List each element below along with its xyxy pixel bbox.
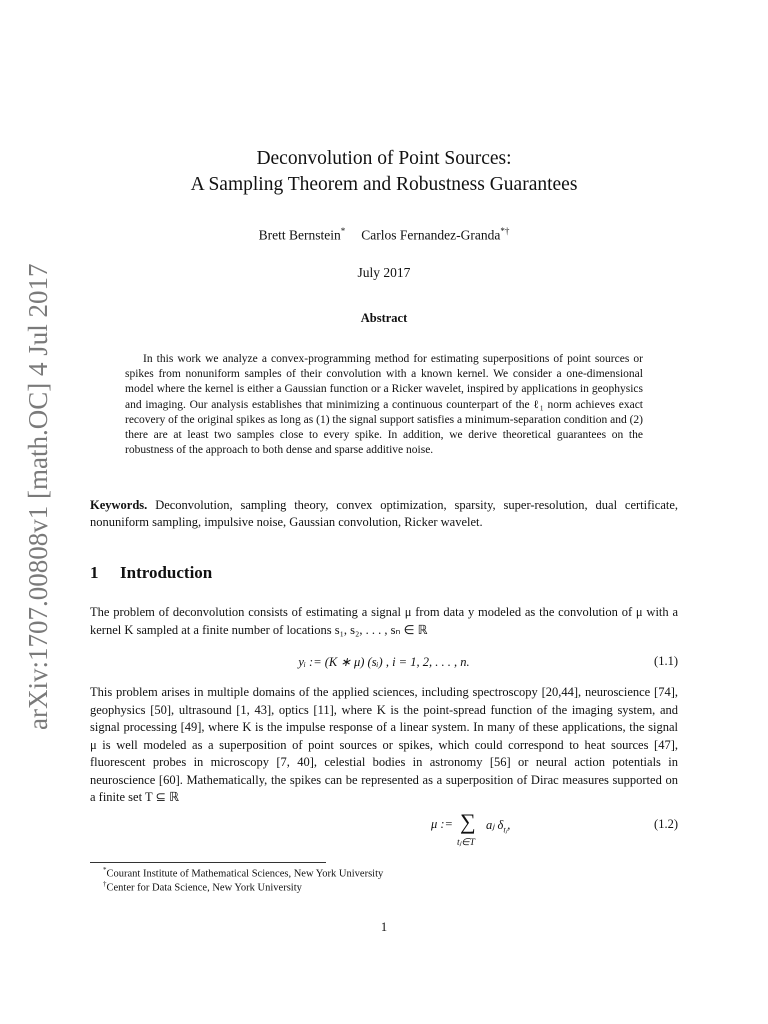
body-paragraph: This problem arises in multiple domains of the applied sciences, including spectroscopy [20,44], neuroscience [74], geophysics [50], ultrasound [1, 43], optics [11], where K is the point-spread function of the imaging system, and signal processing [49], where K is the impulse response of a linear system. In many of these applications, the signal μ is well modeled as a superposition of point sources or spikes, which could correspond to heat sources [47], fluorescent probes in microscopy [7, 40], celestial bodies in astronomy [56] or neural action potentials in neuroscience [60]. Mathematically, the spikes can be represented as a superposition of Dirac measures supported on a finite set T ⊆ ℝ (90, 685, 678, 804)
keywords-label: Keywords. (90, 498, 148, 512)
publication-date: July 2017 (357, 265, 411, 280)
equation-1-1 (90, 654, 678, 676)
footnote-rule (90, 862, 326, 863)
footnote-mark: † (103, 880, 107, 888)
term-tail: , (507, 818, 511, 832)
equation-term (486, 817, 510, 836)
author-affiliation-mark: * (340, 226, 346, 236)
title-line-1: Deconvolution of Point Sources: (256, 148, 512, 169)
abstract-heading: Abstract (360, 311, 408, 325)
author-affiliation-mark: *† (500, 226, 510, 236)
arxiv-identifier: arXiv:1707.00808v1 [math.OC] 4 Jul 2017 (23, 263, 53, 730)
equation-lhs: μ := (431, 817, 453, 831)
abstract-text: In this work we analyze a convex-programming method for estimating superpositions of point sources or spikes from nonuniform samples of their convolution with a known kernel. We consider a one-dimensional model where the kernel is either a Gaussian function or a Ricker wavelet, inspired by applications in geophysics and imaging. Our analysis establishes that minimizing a continuous counterpart of the ℓ₁ norm achieves exact recovery of the original spikes as long as (1) the signal support satisfies a minimum-separation condition and (2) there are at least two samples close to every spike. In addition, we derive theoretical guarantees on the robustness of the approach to both dense and sparse additive noise. (125, 353, 643, 457)
author-name: Carlos Fernandez-Granda (361, 227, 501, 243)
footnote-1 (103, 866, 383, 880)
section-number: 1 (90, 563, 99, 582)
summation-symbol: ∑ (460, 809, 476, 834)
equation-1-2 (90, 809, 678, 855)
title-line-2: A Sampling Theorem and Robustness Guarantees (190, 174, 578, 195)
section-heading (90, 563, 678, 583)
footnote-text: Courant Institute of Mathematical Sciences, New York University (106, 868, 384, 880)
equation-body: yᵢ := (K ∗ μ) (sᵢ) , i = 1, 2, . . . , n. (298, 655, 470, 669)
body-paragraph: The problem of deconvolution consists of estimating a signal μ from data y modeled as the convolution of μ with a kernel K sampled at a finite number of locations s₁, s₂, . . . , sₙ ∈ ℝ (90, 605, 678, 637)
author-name: Brett Bernstein (258, 227, 341, 243)
section-title: Introduction (120, 563, 213, 582)
footnote-2 (103, 880, 302, 894)
term-main: aⱼ δ (486, 818, 504, 832)
page-number: 1 (380, 920, 388, 934)
footnote-text: Center for Data Science, New York University (106, 882, 302, 894)
author-list (90, 226, 678, 244)
equation-number: (1.1) (654, 654, 678, 668)
paper-title (90, 146, 678, 198)
footnote-mark: * (103, 866, 107, 874)
summation-index: tⱼ∈T (457, 838, 475, 848)
keywords (90, 497, 678, 531)
keywords-text: Deconvolution, sampling theory, convex optimization, sparsity, super-resolution, dual certificate, nonuniform sampling, impulsive noise, Gaussian convolution, Ricker wavelet. (90, 498, 679, 529)
equation-number: (1.2) (654, 817, 678, 831)
term-subscript: tⱼ (503, 824, 508, 835)
